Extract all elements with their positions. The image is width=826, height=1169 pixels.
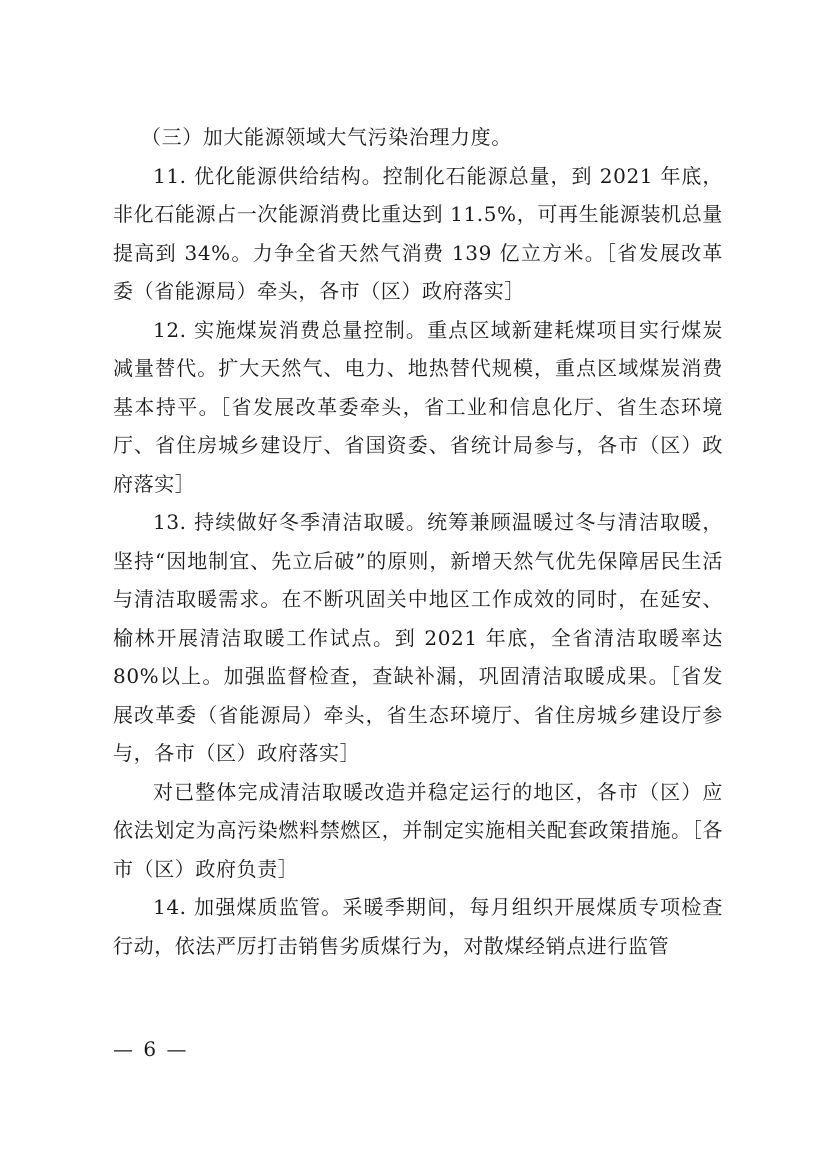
document-body (113, 118, 723, 965)
paragraph-14-coal-quality: 14. 加强煤质监管。采暖季期间，每月组织开展煤质专项检查行动，依法严厉打击销售劣质煤行为，对散煤经销点进行监管 (113, 895, 723, 958)
page-number: — 6 — (113, 1037, 189, 1061)
paragraph-clean-heating-zones: 对已整体完成清洁取暖改造并稳定运行的地区，各市（区）应依法划定为高污染燃料禁燃区，并制定实施相关配套政策措施。［各市（区）政府负责］ (113, 779, 723, 881)
section-heading: （三）加大能源领域大气污染治理力度。 (141, 125, 512, 149)
paragraph-11-energy-supply: 11. 优化能源供给结构。控制化石能源总量，到 2021 年底，非化石能源占一次能源消费比重达到 11.5%，可再生能源装机总量提高到 34%。力争全省天然气消费 139 亿立方米。［省发展改革委（省能源局）牵头，各市（区）政府落实］ (113, 163, 723, 303)
paragraph-13-clean-heating: 13. 持续做好冬季清洁取暖。统筹兼顾温暖过冬与清洁取暖，坚持“因地制宜、先立后破”的原则，新增天然气优先保障居民生活与清洁取暖需求。在不断巩固关中地区工作成效的同时，在延安、榆林开展清洁取暖工作试点。到 2021 年底，全省清洁取暖率达 80%以上。加强监督检查，查缺补漏，巩固清洁取暖成果。［省发展改革委（省能源局）牵头，省生态环境厅、省住房城乡建设厅参与，各市（区）政府落实］ (113, 510, 723, 765)
paragraph-12-coal-control: 12. 实施煤炭消费总量控制。重点区域新建耗煤项目实行煤炭减量替代。扩大天然气、电力、地热替代规模，重点区域煤炭消费基本持平。［省发展改革委牵头，省工业和信息化厅、省生态环境厅、省住房城乡建设厅、省国资委、省统计局参与，各市（区）政府落实］ (113, 317, 723, 496)
